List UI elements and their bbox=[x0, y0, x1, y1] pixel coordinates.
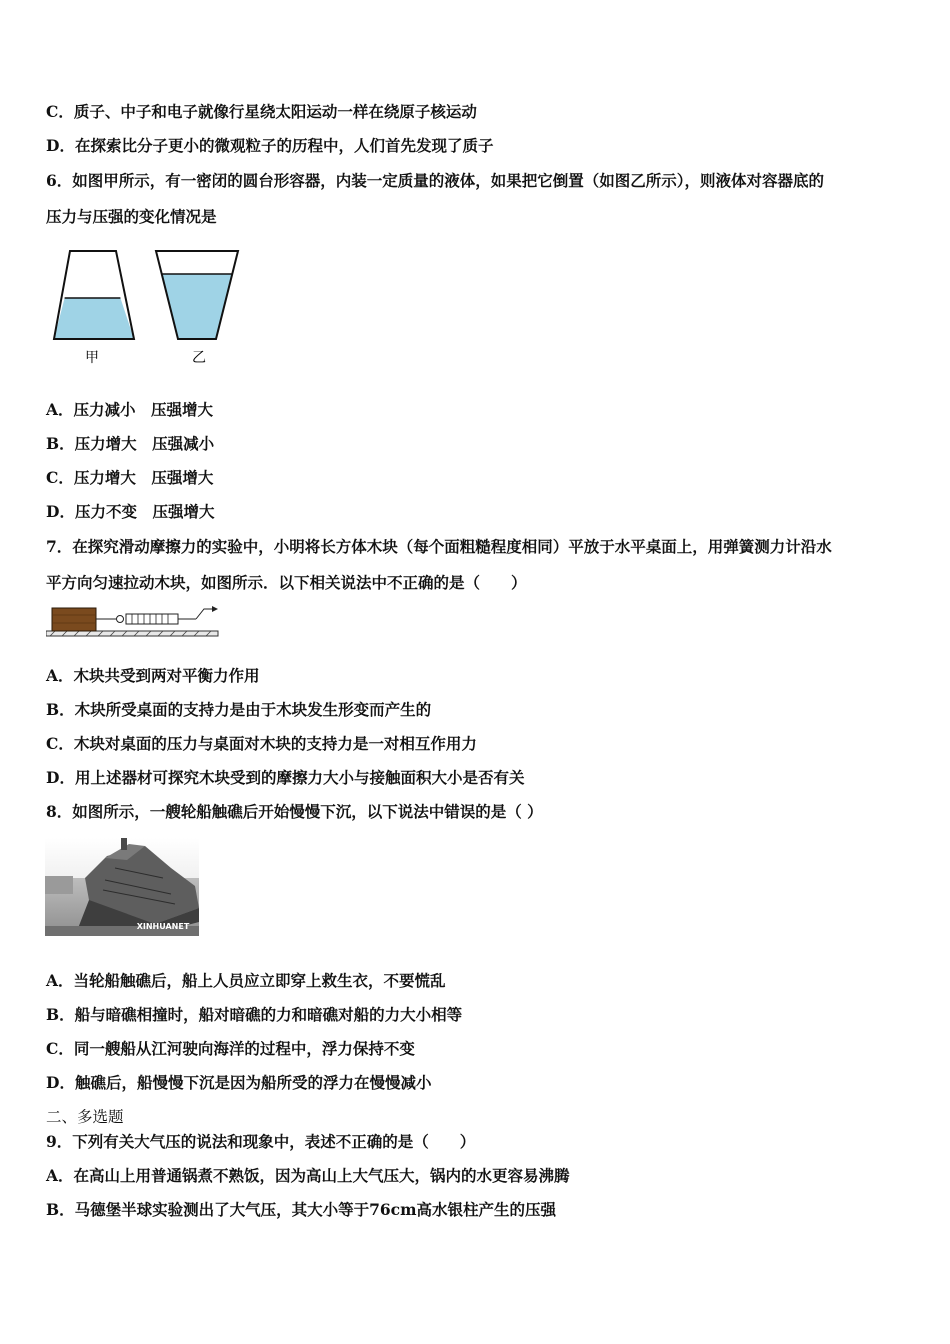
line-q7-option-b: B．木块所受桌面的支持力是由于木块发生形变而产生的 bbox=[46, 700, 432, 719]
line-q8-option-d: D．触礁后，船慢慢下沉是因为船所受的浮力在慢慢减小 bbox=[46, 1073, 432, 1092]
line-q5c: C．质子、中子和电子就像行星绕太阳运动一样在绕原子核运动 bbox=[46, 102, 477, 121]
wood-block bbox=[52, 608, 96, 631]
line-q7-option-c: C．木块对桌面的压力与桌面对木块的支持力是一对相互作用力 bbox=[46, 734, 477, 753]
spring-scale bbox=[126, 614, 178, 624]
line-q7a: 7．在探究滑动摩擦力的实验中，小明将长方体木块（每个面粗糙程度相同）平放于水平桌面上，用弹簧测力计沿水 bbox=[46, 537, 832, 556]
line-q9: 9．下列有关大气压的说法和现象中，表述不正确的是（ ） bbox=[46, 1132, 476, 1151]
sinking-ship-photo bbox=[45, 838, 199, 936]
line-q6b: 压力与压强的变化情况是 bbox=[46, 207, 217, 226]
section-heading-multiple-choice: 二、多选题 bbox=[46, 1108, 124, 1126]
line-q8-option-b: B．船与暗礁相撞时，船对暗礁的力和暗礁对船的力大小相等 bbox=[46, 1005, 463, 1024]
line-q9-option-b: B．马德堡半球实验测出了大气压，其大小等于76cm高水银柱产生的压强 bbox=[46, 1200, 557, 1219]
container-figure bbox=[46, 246, 246, 368]
line-q8-option-a: A．当轮船触礁后，船上人员应立即穿上救生衣，不要慌乱 bbox=[46, 971, 446, 990]
label-jia: 甲 bbox=[85, 350, 99, 366]
line-q6a: 6．如图甲所示，有一密闭的圆台形容器，内装一定质量的液体，如果把它倒置（如图乙所示），则液体对容器底的 bbox=[46, 171, 825, 190]
line-q8-option-c: C．同一艘船从江河驶向海洋的过程中，浮力保持不变 bbox=[46, 1039, 415, 1058]
line-q8: 8．如图所示，一艘轮船触礁后开始慢慢下沉，以下说法中错误的是（ ） bbox=[46, 802, 543, 821]
container-jia-liquid bbox=[54, 298, 134, 339]
photo-watermark: XINHUANET bbox=[136, 922, 190, 931]
line-q6-option-d: D．压力不变 压强增大 bbox=[46, 502, 215, 521]
line-q9-option-a: A．在高山上用普通锅煮不熟饭，因为高山上大气压大，锅内的水更容易沸腾 bbox=[46, 1166, 570, 1185]
line-q6-option-c: C．压力增大 压强增大 bbox=[46, 468, 214, 487]
line-q7-option-a: A．木块共受到两对平衡力作用 bbox=[46, 666, 260, 685]
line-q6-option-a: A．压力减小 压强增大 bbox=[46, 400, 214, 419]
line-q7-option-d: D．用上述器材可探究木块受到的摩擦力大小与接触面积大小是否有关 bbox=[46, 768, 525, 787]
container-yi-liquid bbox=[161, 274, 232, 339]
line-q7b: 平方向匀速拉动木块，如图所示．以下相关说法中不正确的是（ ） bbox=[46, 573, 527, 592]
line-q5d: D．在探索比分子更小的微观粒子的历程中，人们首先发现了质子 bbox=[46, 136, 494, 155]
line-q6-option-b: B．压力增大 压强减小 bbox=[46, 434, 215, 453]
label-yi: 乙 bbox=[192, 350, 206, 366]
friction-figure bbox=[46, 603, 222, 639]
